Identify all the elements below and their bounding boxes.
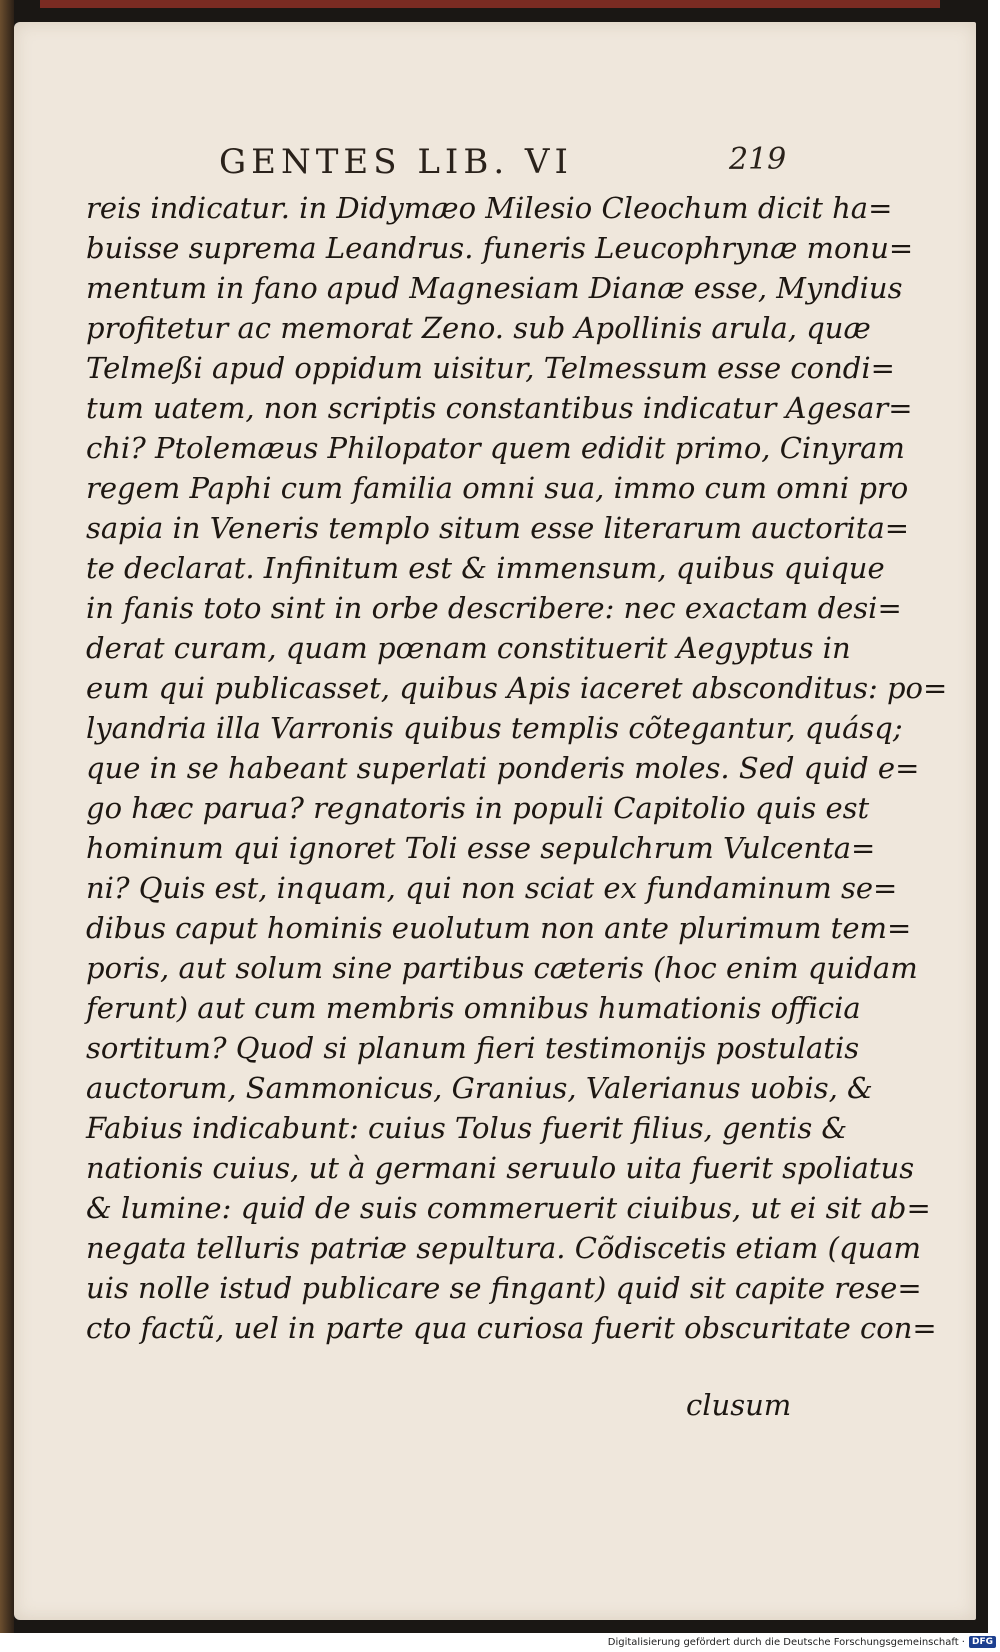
text-line: ferunt) aut cum membris omnibus humationis officia	[86, 991, 861, 1025]
text-line: regem Paphi cum familia omni sua, immo cum omni pro	[86, 471, 909, 505]
text-line: dibus caput hominis euolutum non ante plurimum tem=	[86, 911, 912, 945]
credit-text: Digitalisierung gefördert durch die Deutsche Forschungsgemeinschaft ·	[607, 1636, 965, 1648]
binding-strip	[40, 0, 940, 8]
digitization-credit	[608, 1634, 996, 1650]
text-line: sortitum? Quod si planum fieri testimonijs postulatis	[86, 1031, 860, 1065]
dfg-logo-icon: DFG	[969, 1636, 996, 1648]
text-line: go hæc parua? regnatoris in populi Capitolio quis est	[86, 791, 870, 825]
text-line: mentum in fano apud Magnesiam Dianæ esse, Myndius	[86, 271, 903, 305]
text-line: in fanis toto sint in orbe describere: nec exactam desi=	[86, 591, 902, 625]
text-line: que in se habeant superlati ponderis moles. Sed quid e=	[86, 751, 920, 785]
text-line: & lumine: quid de suis commeruerit ciuibus, ut ei sit ab=	[86, 1191, 931, 1225]
page-number: 219	[729, 142, 787, 177]
text-line: lyandria illa Varronis quibus templis cõtegantur, quásq;	[86, 711, 903, 745]
running-title: GENTES LIB. VI	[219, 142, 573, 182]
text-line: eum qui publicasset, quibus Apis iaceret absconditus: po=	[86, 671, 948, 705]
body-text	[86, 188, 948, 1348]
text-line: Telmeßi apud oppidum uisitur, Telmessum esse condi=	[86, 351, 895, 385]
text-line: ni? Quis est, inquam, qui non sciat ex fundaminum se=	[86, 871, 898, 905]
book-spine-edge	[0, 0, 14, 1633]
text-line: buisse suprema Leandrus. funeris Leucophrynæ monu=	[86, 231, 914, 265]
book-page	[14, 22, 976, 1620]
text-line: derat curam, quam pœnam constituerit Aegyptus in	[86, 631, 851, 665]
text-line: poris, aut solum sine partibus cæteris (hoc enim quidam	[86, 951, 918, 985]
page-header	[14, 124, 976, 184]
text-line: uis nolle istud publicare se fingant) quid sit capite rese=	[86, 1271, 922, 1305]
catchword: clusum	[686, 1388, 792, 1422]
text-line: Fabius indicabunt: cuius Tolus fuerit filius, gentis &	[86, 1111, 848, 1145]
text-line: tum uatem, non scriptis constantibus indicatur Agesar=	[86, 391, 913, 425]
text-line: sapia in Veneris templo situm esse literarum auctorita=	[86, 511, 910, 545]
text-line: negata telluris patriæ sepultura. Cõdiscetis etiam (quam	[86, 1231, 921, 1265]
text-line: reis indicatur. in Didymæo Milesio Cleochum dicit ha=	[86, 191, 893, 225]
text-line: nationis cuius, ut à germani seruulo uita fuerit spoliatus	[86, 1151, 915, 1185]
text-line: profitetur ac memorat Zeno. sub Apollinis arula, quæ	[86, 311, 871, 345]
text-line: te declarat. Infinitum est & immensum, quibus quique	[86, 551, 885, 585]
text-line: auctorum, Sammonicus, Granius, Valerianus uobis, &	[86, 1071, 873, 1105]
text-line: cto factũ, uel in parte qua curiosa fuerit obscuritate con=	[86, 1311, 937, 1345]
text-line: hominum qui ignoret Toli esse sepulchrum Vulcenta=	[86, 831, 876, 865]
text-line: chi? Ptolemæus Philopator quem edidit primo, Cinyram	[86, 431, 905, 465]
